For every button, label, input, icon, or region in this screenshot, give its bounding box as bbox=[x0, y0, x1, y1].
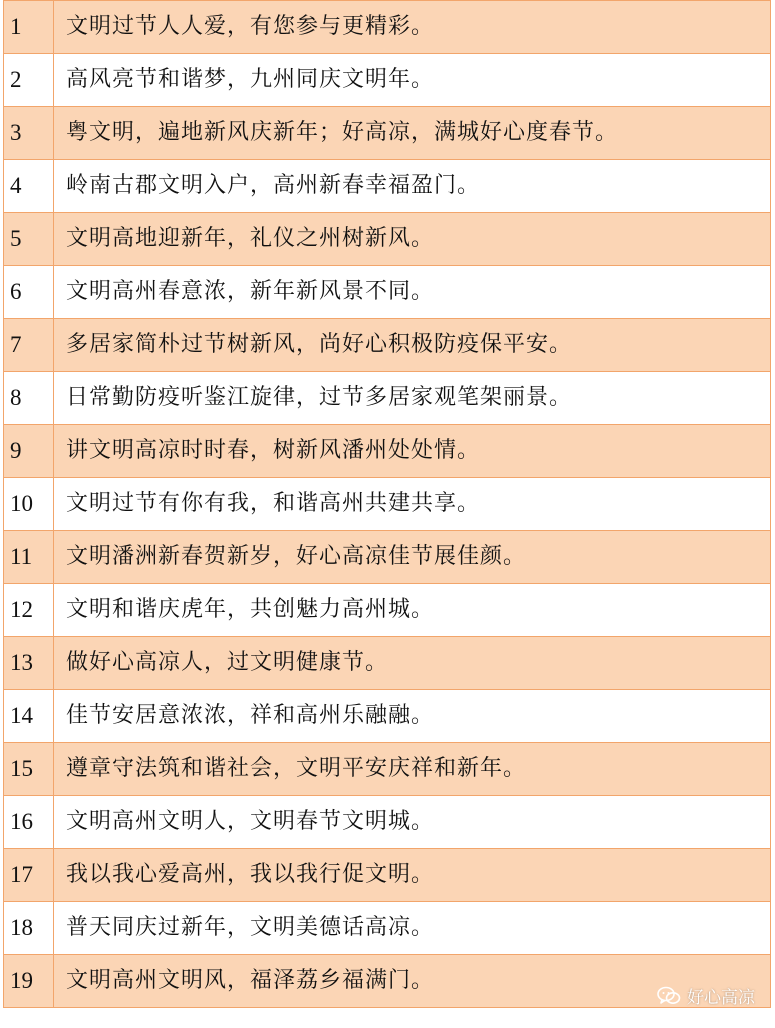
table-row bbox=[4, 160, 771, 213]
table-row bbox=[4, 266, 771, 319]
row-number: 17 bbox=[4, 849, 54, 902]
slogan-text: 讲文明高凉时时春，树新风潘州处处情。 bbox=[54, 425, 771, 478]
row-number: 14 bbox=[4, 690, 54, 743]
table-row bbox=[4, 372, 771, 425]
row-number: 5 bbox=[4, 213, 54, 266]
table-row bbox=[4, 478, 771, 531]
table-row bbox=[4, 1, 771, 54]
slogan-text: 多居家简朴过节树新风，尚好心积极防疫保平安。 bbox=[54, 319, 771, 372]
row-number: 3 bbox=[4, 107, 54, 160]
slogan-table-body bbox=[4, 1, 771, 1008]
table-row bbox=[4, 690, 771, 743]
row-number: 9 bbox=[4, 425, 54, 478]
slogan-text: 遵章守法筑和谐社会，文明平安庆祥和新年。 bbox=[54, 743, 771, 796]
table-row bbox=[4, 54, 771, 107]
account-watermark bbox=[657, 983, 755, 1008]
table-row bbox=[4, 849, 771, 902]
row-number: 8 bbox=[4, 372, 54, 425]
slogan-text: 文明高州春意浓，新年新风景不同。 bbox=[54, 266, 771, 319]
table-row bbox=[4, 107, 771, 160]
slogan-text: 我以我心爱高州，我以我行促文明。 bbox=[54, 849, 771, 902]
row-number: 7 bbox=[4, 319, 54, 372]
slogan-text: 岭南古郡文明入户，高州新春幸福盈门。 bbox=[54, 160, 771, 213]
slogan-text: 佳节安居意浓浓，祥和高州乐融融。 bbox=[54, 690, 771, 743]
slogan-text: 文明高州文明风，福泽荔乡福满门。 bbox=[54, 955, 771, 1008]
table-row bbox=[4, 796, 771, 849]
slogan-text: 做好心高凉人，过文明健康节。 bbox=[54, 637, 771, 690]
row-number: 18 bbox=[4, 902, 54, 955]
row-number: 2 bbox=[4, 54, 54, 107]
row-number: 6 bbox=[4, 266, 54, 319]
slogan-text: 文明过节有你有我，和谐高州共建共享。 bbox=[54, 478, 771, 531]
row-number: 19 bbox=[4, 955, 54, 1008]
slogan-text: 文明潘洲新春贺新岁，好心高凉佳节展佳颜。 bbox=[54, 531, 771, 584]
table-row bbox=[4, 637, 771, 690]
row-number: 12 bbox=[4, 584, 54, 637]
table-row bbox=[4, 531, 771, 584]
table-row bbox=[4, 213, 771, 266]
row-number: 11 bbox=[4, 531, 54, 584]
slogan-text: 日常勤防疫听鉴江旋律，过节多居家观笔架丽景。 bbox=[54, 372, 771, 425]
row-number: 4 bbox=[4, 160, 54, 213]
table-row bbox=[4, 955, 771, 1008]
slogan-text: 粤文明，遍地新风庆新年；好高凉，满城好心度春节。 bbox=[54, 107, 771, 160]
wechat-icon bbox=[657, 986, 681, 1006]
row-number: 10 bbox=[4, 478, 54, 531]
slogan-text: 文明和谐庆虎年，共创魅力高州城。 bbox=[54, 584, 771, 637]
table-row bbox=[4, 584, 771, 637]
slogan-text: 普天同庆过新年，文明美德话高凉。 bbox=[54, 902, 771, 955]
table-row bbox=[4, 902, 771, 955]
table-row bbox=[4, 319, 771, 372]
watermark-label: 好心高凉 bbox=[687, 988, 755, 1008]
table-row bbox=[4, 425, 771, 478]
slogan-text: 高风亮节和谐梦，九州同庆文明年。 bbox=[54, 54, 771, 107]
slogan-text: 文明高州文明人，文明春节文明城。 bbox=[54, 796, 771, 849]
table-row bbox=[4, 743, 771, 796]
row-number: 16 bbox=[4, 796, 54, 849]
row-number: 13 bbox=[4, 637, 54, 690]
slogan-text: 文明高地迎新年，礼仪之州树新风。 bbox=[54, 213, 771, 266]
slogan-table bbox=[3, 0, 771, 1008]
row-number: 15 bbox=[4, 743, 54, 796]
slogan-text: 文明过节人人爱，有您参与更精彩。 bbox=[54, 1, 771, 54]
row-number: 1 bbox=[4, 1, 54, 54]
